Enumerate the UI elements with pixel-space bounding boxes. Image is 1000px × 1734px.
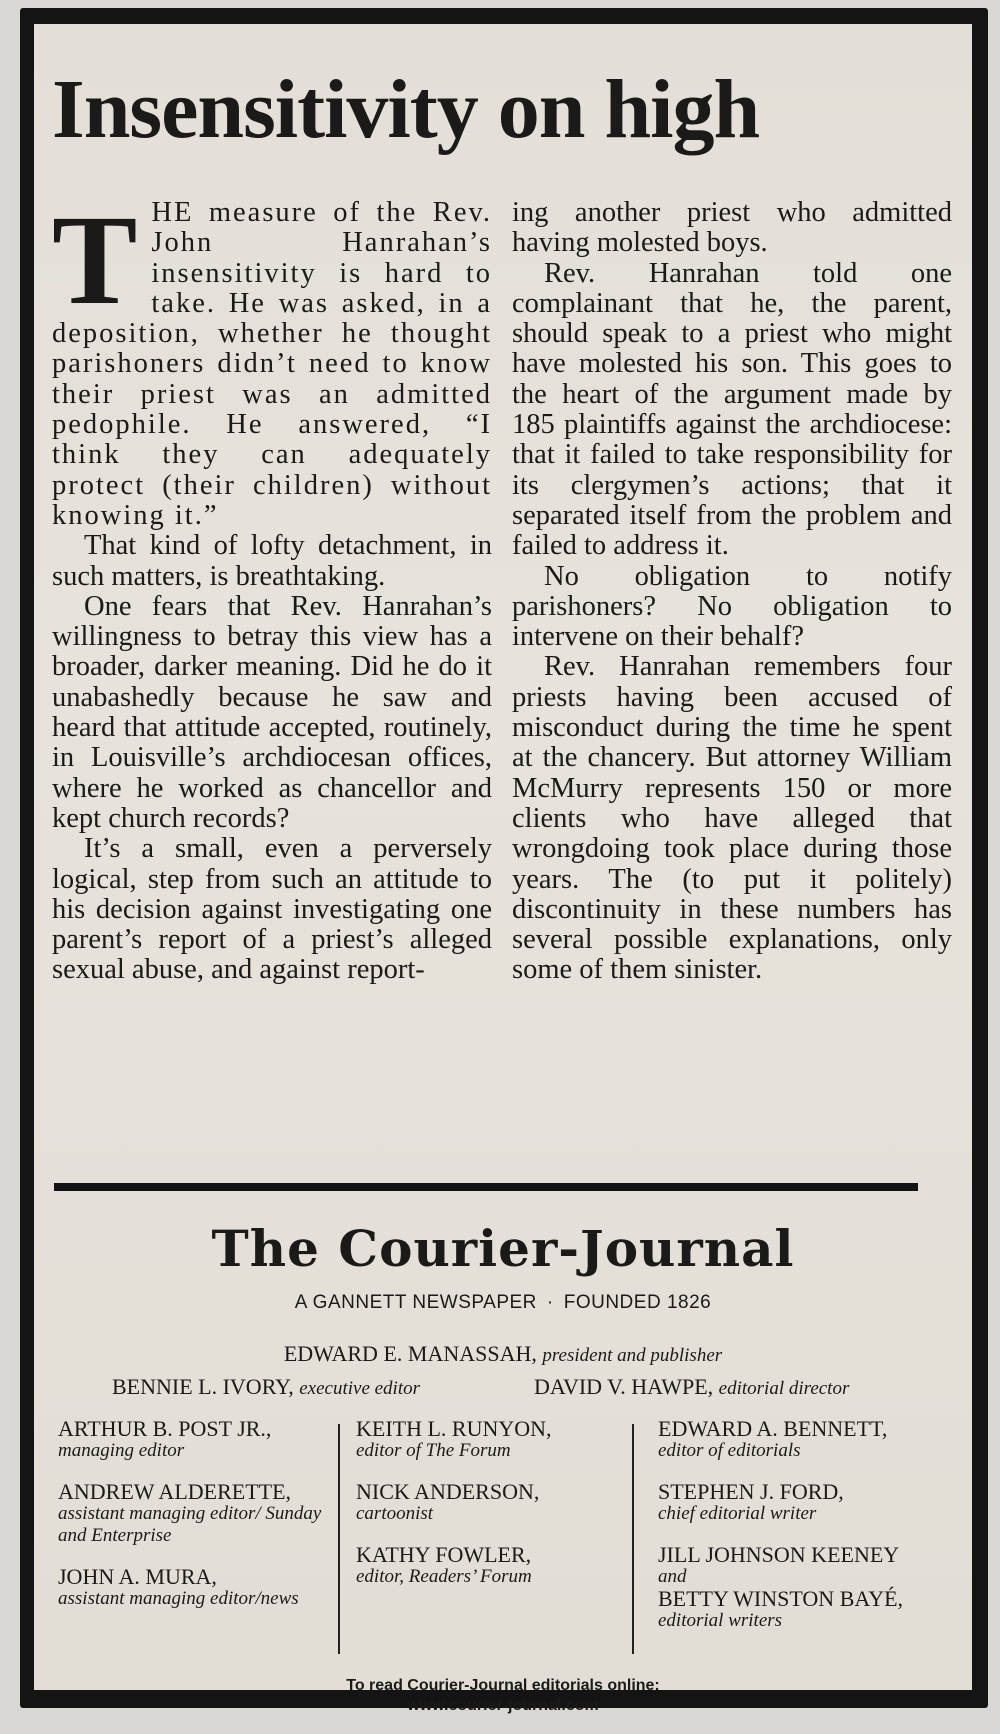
staff-entry bbox=[658, 1418, 958, 1462]
staff-entry bbox=[356, 1544, 626, 1588]
newspaper-clipping bbox=[34, 24, 972, 1714]
publisher-name: EDWARD E. MANASSAH, bbox=[283, 1341, 537, 1366]
executive-editor-line bbox=[112, 1374, 420, 1400]
online-notice bbox=[34, 1676, 972, 1716]
staff-entry bbox=[356, 1481, 626, 1525]
tagline-founded: FOUNDED 1826 bbox=[563, 1292, 712, 1313]
staff-column-left bbox=[58, 1418, 348, 1629]
staff-entry bbox=[658, 1588, 958, 1632]
staff-column-right bbox=[658, 1418, 958, 1651]
article-column-left bbox=[52, 189, 492, 986]
staff-name: BETTY WINSTON BAYÉ, bbox=[658, 1586, 904, 1611]
newspaper-nameplate: The Courier-Journal bbox=[211, 1219, 795, 1278]
staff-entry bbox=[658, 1481, 958, 1525]
online-notice-text: To read Courier-Journal editorials online: bbox=[346, 1677, 660, 1694]
staff-entry bbox=[658, 1544, 958, 1588]
editorial-director-role: editorial director bbox=[718, 1378, 850, 1399]
column-divider bbox=[632, 1424, 634, 1654]
staff-entry bbox=[58, 1566, 348, 1610]
staff-name: STEPHEN J. FORD, bbox=[658, 1479, 844, 1504]
staff-role: editor of editorials bbox=[658, 1440, 801, 1461]
paragraph-text: HE measure of the Rev. John Hanrahan’s insensitivity is hard to take. He was asked, in a deposition, whether he thought parishoners didn’t need to know their priest was an admitted pedophile. He answered, “I think they can adequately protect (their children) without knowing it.” bbox=[52, 197, 492, 531]
article-paragraph: That kind of lofty detachment, in such matters, is breathtaking. bbox=[52, 530, 492, 592]
article-paragraph bbox=[52, 189, 492, 531]
staff-role: and bbox=[658, 1566, 687, 1587]
staff-role: editor of The Forum bbox=[356, 1440, 511, 1461]
tagline-separator: · bbox=[546, 1292, 554, 1313]
exec-editor-name: BENNIE L. IVORY, bbox=[112, 1374, 294, 1399]
staff-role: editor, Readers’ Forum bbox=[356, 1566, 532, 1587]
article-column-right bbox=[512, 198, 952, 986]
staff-name: JILL JOHNSON KEENEY bbox=[658, 1542, 900, 1567]
staff-role: cartoonist bbox=[356, 1503, 434, 1524]
staff-name: ARTHUR B. POST JR., bbox=[58, 1416, 272, 1441]
tagline bbox=[34, 1292, 972, 1314]
article-paragraph: No obligation to notify parishoners? No obligation to intervene on their behalf? bbox=[512, 560, 952, 653]
tagline-publisher: A GANNETT NEWSPAPER bbox=[294, 1292, 537, 1313]
staff-name: KEITH L. RUNYON, bbox=[356, 1416, 552, 1441]
publisher-line bbox=[34, 1341, 972, 1367]
staff-column-middle bbox=[356, 1418, 626, 1607]
drop-cap: T bbox=[52, 189, 138, 331]
staff-role: assistant managing editor/news bbox=[58, 1588, 299, 1609]
staff-name: JOHN A. MURA, bbox=[58, 1564, 217, 1589]
article-paragraph: One fears that Rev. Hanrahan’s willingness to betray this view has a broader, darker meaning. Did he do it unabashedly because he saw and heard that attitude accepted, routinely, in Louisville’s archdiocesan offices, where he worked as chancellor and kept church records? bbox=[52, 590, 492, 834]
article-paragraph: Rev. Hanrahan remembers four priests having been accused of misconduct during the time he spent at the chancery. But attorney William McMurry represents 150 or more clients who have alleged that wrongdoing took place during those years. The (to put it politely) discontinuity in these numbers has several possible explanations, only some of them sinister. bbox=[512, 651, 952, 986]
column-divider bbox=[338, 1424, 340, 1654]
editorial-director-name: DAVID V. HAWPE, bbox=[534, 1374, 714, 1399]
staff-name: KATHY FOWLER, bbox=[356, 1542, 532, 1567]
staff-name: EDWARD A. BENNETT, bbox=[658, 1416, 888, 1441]
staff-role: managing editor bbox=[58, 1440, 185, 1461]
staff-role: chief editorial writer bbox=[658, 1503, 817, 1524]
article-paragraph: It’s a small, even a perversely logical, step from such an attitude to his decision against investigating one parent’s report of a priest’s alleged sexual abuse, and against report- bbox=[52, 833, 492, 986]
editorial-director-line bbox=[534, 1374, 849, 1400]
article-paragraph: Rev. Hanrahan told one complainant that he, the parent, should speak to a priest who might have molested his son. This goes to the heart of the argument made by 185 plaintiffs against the archdiocese: that it failed to take responsibility for its clergymen’s actions; that it separated itself from the problem and failed to address it. bbox=[512, 257, 952, 562]
website-url: www.courier-journal.com bbox=[407, 1697, 599, 1714]
publisher-role: president and publisher bbox=[542, 1345, 723, 1366]
staff-role: assistant managing editor/ Sunday and Enterprise bbox=[58, 1503, 322, 1546]
staff-role: editorial writers bbox=[658, 1610, 783, 1631]
article-paragraph: ing another priest who admitted having molested boys. bbox=[512, 197, 952, 259]
exec-editor-role: executive editor bbox=[299, 1378, 421, 1399]
staff-name: ANDREW ALDERETTE, bbox=[58, 1479, 292, 1504]
headline: Insensitivity on high bbox=[52, 63, 760, 156]
staff-name: NICK ANDERSON, bbox=[356, 1479, 540, 1504]
staff-entry bbox=[356, 1418, 626, 1462]
section-divider bbox=[54, 1183, 918, 1191]
staff-entry bbox=[58, 1481, 348, 1547]
staff-entry bbox=[58, 1418, 348, 1462]
